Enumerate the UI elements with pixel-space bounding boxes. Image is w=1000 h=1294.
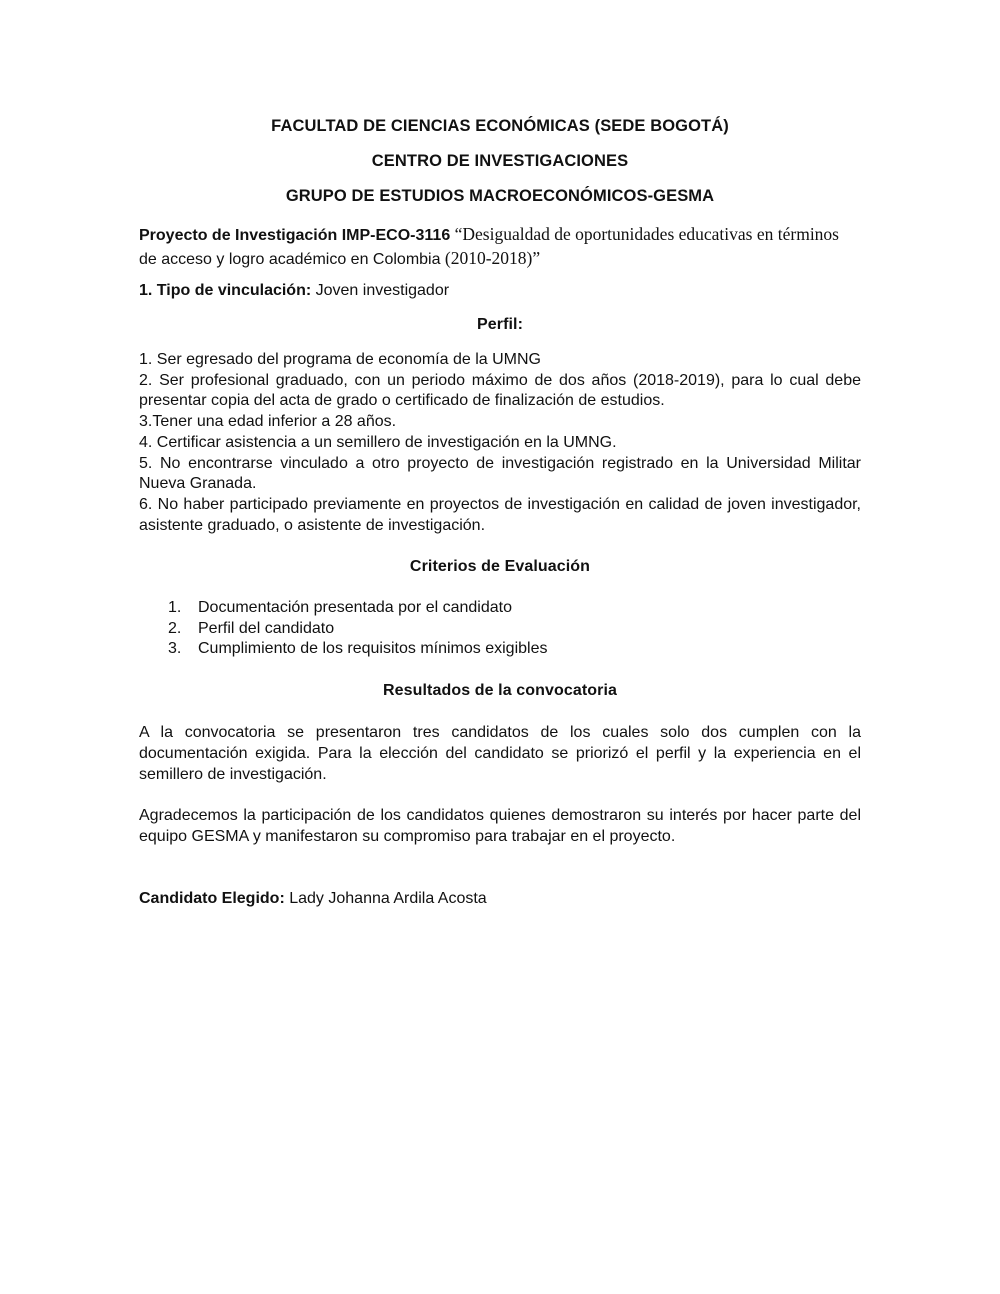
- criterios-heading: Criterios de Evaluación: [409, 558, 591, 575]
- project-label: Proyecto de Investigación IMP-ECO-3116: [139, 227, 451, 244]
- criterio-item: [139, 598, 861, 619]
- vinculacion-value: Joven investigador: [311, 282, 450, 299]
- criterio-item: [139, 619, 861, 640]
- faculty-heading: FACULTAD DE CIENCIAS ECONÓMICAS (SEDE BOGOTÁ): [271, 117, 729, 135]
- project-title-line2a: de acceso y logro académico en Colombia: [139, 251, 441, 268]
- criterio-item: [139, 639, 861, 660]
- resultados-heading: Resultados de la convocatoria: [382, 682, 618, 699]
- elegido-label: Candidato Elegido:: [139, 890, 285, 907]
- center-heading: CENTRO DE INVESTIGACIONES: [371, 152, 629, 170]
- perfil-item: 1. Ser egresado del programa de economía de la UMNG: [139, 351, 541, 368]
- criterio-text: Perfil del candidato: [198, 619, 335, 637]
- criterio-number: 3.: [168, 640, 182, 657]
- project-paragraph: [139, 223, 861, 271]
- elegido-line: [139, 888, 861, 909]
- criterio-number: 1.: [168, 599, 182, 616]
- resultados-paragraph-1: A la convocatoria se presentaron tres candidatos de los cuales solo dos cumplen con la documentación exigida. Para la elección del candidato se priorizó el perfil y la experiencia en el semillero de investigación.: [139, 724, 861, 783]
- perfil-item: 6. No haber participado previamente en proyectos de investigación en calidad de joven investigador, asistente graduado, o asistente de investigación.: [139, 495, 861, 534]
- perfil-item: 3.Tener una edad inferior a 28 años.: [139, 413, 397, 431]
- elegido-value: Lady Johanna Ardila Acosta: [284, 890, 487, 907]
- perfil-item: 5. No encontrarse vinculado a otro proyecto de investigación registrado en la Universidad Militar Nueva Granada.: [139, 454, 861, 493]
- vinculacion-label: 1. Tipo de vinculación:: [139, 282, 312, 299]
- group-heading: GRUPO DE ESTUDIOS MACROECONÓMICOS-GESMA: [285, 187, 715, 205]
- perfil-heading: Perfil:: [476, 316, 524, 333]
- criterio-text: Documentación presentada por el candidato: [198, 599, 512, 616]
- resultados-paragraph-2: Agradecemos la participación de los candidatos quienes demostraron su interés por hacer parte del equipo GESMA y manifestaron su compromiso para trabajar en el proyecto.: [139, 807, 861, 845]
- vinculacion-line: [139, 280, 861, 301]
- project-title-line2b: (2010-2018)”: [440, 248, 541, 268]
- perfil-item: 4. Certificar asistencia a un semillero de investigación en la UMNG.: [139, 433, 617, 451]
- criterios-list: [139, 598, 861, 660]
- project-title-line1: “Desigualdad de oportunidades educativas en términos: [450, 224, 839, 244]
- criterio-text: Cumplimiento de los requisitos mínimos exigibles: [198, 640, 548, 657]
- document-page: [139, 0, 861, 1294]
- perfil-list: [139, 350, 861, 536]
- perfil-item: 2. Ser profesional graduado, con un periodo máximo de dos años (2018-2019), para lo cual debe presentar copia del acta de grado o certificado de finalización de estudios.: [139, 371, 861, 410]
- criterio-number: 2.: [168, 619, 182, 637]
